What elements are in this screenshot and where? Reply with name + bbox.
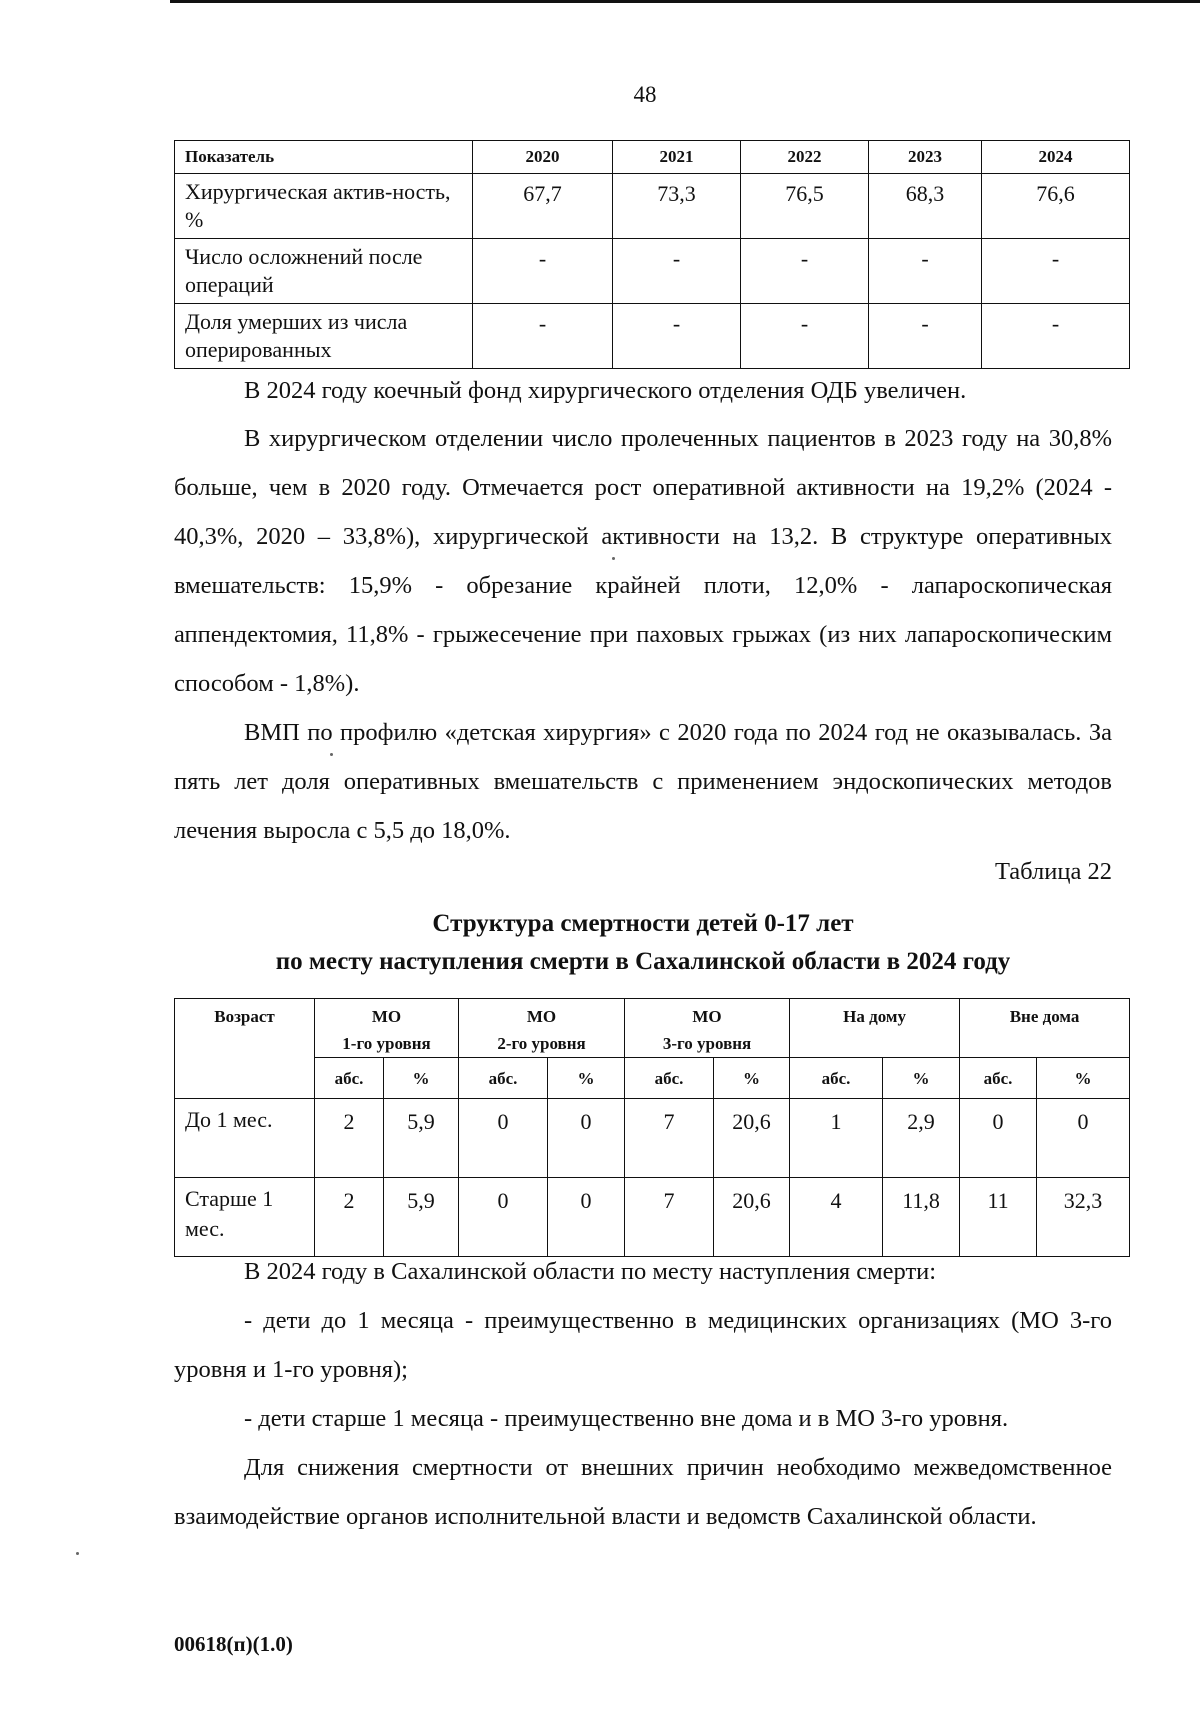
- document-code: 00618(п)(1.0): [174, 1632, 293, 1656]
- table-cell: 5,9: [384, 1099, 459, 1178]
- table-cell: 0: [1037, 1099, 1130, 1178]
- table-cell: -: [869, 304, 982, 369]
- paragraph-conclusion: Для снижения смертности от внешних причин необходимо межведомственное взаимодействие органов исполнительной власти и ведомств Сахалинской области.: [174, 1454, 1112, 1530]
- table-cell: -: [982, 239, 1130, 304]
- paragraph-vmp: ВМП по профилю «детская хирургия» с 2020 года по 2024 год не оказывалась. За пять лет доля оперативных вмешательств с применением эндоскопических методов лечения выросла с 5,5 до 18,0%.: [174, 719, 1112, 844]
- table-cell: 11,8: [883, 1178, 960, 1257]
- subheader-pct: %: [883, 1058, 960, 1099]
- group-line: 1-го уровня: [342, 1034, 431, 1053]
- table-cell: 76,5: [741, 174, 869, 239]
- table-cell: 2: [315, 1178, 384, 1257]
- header-year: 2020: [473, 141, 613, 174]
- surgery-indicators-table: [174, 140, 1130, 369]
- table-title-line: по месту наступления смерти в Сахалинской области в 2024 году: [275, 948, 1011, 975]
- table-title-line: Структура смертности детей 0-17 лет: [432, 910, 854, 937]
- table-cell: 2,9: [883, 1099, 960, 1178]
- table-label: Таблица 22: [994, 858, 1112, 885]
- group-line: МО: [526, 1007, 557, 1026]
- table-cell: -: [613, 304, 741, 369]
- header-group: [315, 999, 459, 1058]
- paragraph-bed-fund: В 2024 году коечный фонд хирургического отделения ОДБ увеличен.: [244, 377, 967, 404]
- table-cell: 5,9: [384, 1178, 459, 1257]
- group-line: МО: [692, 1007, 722, 1026]
- table-row: [175, 304, 1130, 369]
- header-indicator: Показатель: [175, 141, 473, 174]
- table-subheader-row: [175, 1058, 1130, 1099]
- header-group: [790, 999, 960, 1058]
- table-cell: -: [982, 304, 1130, 369]
- group-line: МО: [371, 1007, 402, 1026]
- table-cell: 11: [960, 1178, 1037, 1257]
- mortality-structure-table: [174, 998, 1130, 1257]
- paragraph-under-1-month: - дети до 1 месяца - преимущественно в медицинских организациях (МО 3-го уровня и 1-го уровня);: [174, 1307, 1112, 1383]
- header-age: Возраст: [175, 999, 315, 1099]
- paragraph-over-1-month: - дети старше 1 месяца - преимущественно вне дома и в МО 3-го уровня.: [244, 1405, 1009, 1432]
- table-cell: 20,6: [714, 1178, 790, 1257]
- subheader-pct: %: [1037, 1058, 1130, 1099]
- subheader-abs: абс.: [960, 1058, 1037, 1099]
- paragraph-place-of-death: В 2024 году в Сахалинской области по месту наступления смерти:: [244, 1258, 937, 1285]
- table-cell: 20,6: [714, 1099, 790, 1178]
- table-cell: -: [869, 239, 982, 304]
- table-cell: 73,3: [613, 174, 741, 239]
- row-label: Хирургическая актив-ность, %: [175, 174, 473, 239]
- table-cell: 67,7: [473, 174, 613, 239]
- paragraph-surgery-stats: В хирургическом отделении число пролеченных пациентов в 2023 году на 30,8% больше, чем в 2020 году. Отмечается рост оперативной активности на 19,2% (2024 - 40,3%, 2020 – 33,8%), хирургической активности на 13,2. В структуре оперативных вмешательств: 15,9% - обрезание крайней плоти, 12,0% - лапароскопическая аппендектомия, 11,8% - грыжесечение при паховых грыжах (из них лапароскопическим способом - 1,8%).: [174, 425, 1112, 697]
- header-group: [960, 999, 1130, 1058]
- table-cell: 0: [548, 1178, 625, 1257]
- table-cell: 0: [548, 1099, 625, 1178]
- table-cell: 0: [459, 1099, 548, 1178]
- header-year: 2023: [869, 141, 982, 174]
- table-cell: -: [613, 239, 741, 304]
- header-year: 2021: [613, 141, 741, 174]
- row-label: Старше 1 мес.: [175, 1178, 315, 1257]
- table-cell: -: [473, 239, 613, 304]
- table-cell: 0: [960, 1099, 1037, 1178]
- subheader-abs: абс.: [790, 1058, 883, 1099]
- top-border-line: [170, 0, 1200, 3]
- header-group: [625, 999, 790, 1058]
- scan-speck: [76, 1552, 79, 1555]
- subheader-abs: абс.: [625, 1058, 714, 1099]
- subheader-abs: абс.: [459, 1058, 548, 1099]
- table-row: [175, 174, 1130, 239]
- table-cell: 1: [790, 1099, 883, 1178]
- header-year: 2024: [982, 141, 1130, 174]
- row-label: Доля умерших из числа оперированных: [175, 304, 473, 369]
- subheader-pct: %: [714, 1058, 790, 1099]
- subheader-abs: абс.: [315, 1058, 384, 1099]
- table-cell: -: [741, 304, 869, 369]
- table-title: [174, 905, 1112, 981]
- row-label: Число осложнений после операций: [175, 239, 473, 304]
- header-group: [459, 999, 625, 1058]
- table-cell: 7: [625, 1178, 714, 1257]
- group-line: Вне дома: [1009, 1007, 1080, 1026]
- table-cell: 4: [790, 1178, 883, 1257]
- scan-speck: [612, 557, 615, 560]
- table-row: [175, 239, 1130, 304]
- table-row: [175, 1099, 1130, 1178]
- table-row: [175, 1178, 1130, 1257]
- table-cell: 76,6: [982, 174, 1130, 239]
- table-cell: 2: [315, 1099, 384, 1178]
- page-number: 48: [633, 82, 657, 107]
- group-line: На дому: [843, 1007, 906, 1026]
- table-cell: 32,3: [1037, 1178, 1130, 1257]
- table-header-row: [175, 999, 1130, 1058]
- table-cell: 0: [459, 1178, 548, 1257]
- table-header-row: [175, 141, 1130, 174]
- subheader-pct: %: [548, 1058, 625, 1099]
- row-label: До 1 мес.: [175, 1099, 315, 1178]
- table-cell: -: [473, 304, 613, 369]
- group-line: 2-го уровня: [497, 1034, 586, 1053]
- header-year: 2022: [741, 141, 869, 174]
- group-line: 3-го уровня: [662, 1034, 752, 1053]
- table-cell: -: [741, 239, 869, 304]
- subheader-pct: %: [384, 1058, 459, 1099]
- table-cell: 7: [625, 1099, 714, 1178]
- table-cell: 68,3: [869, 174, 982, 239]
- scan-speck: [330, 753, 333, 756]
